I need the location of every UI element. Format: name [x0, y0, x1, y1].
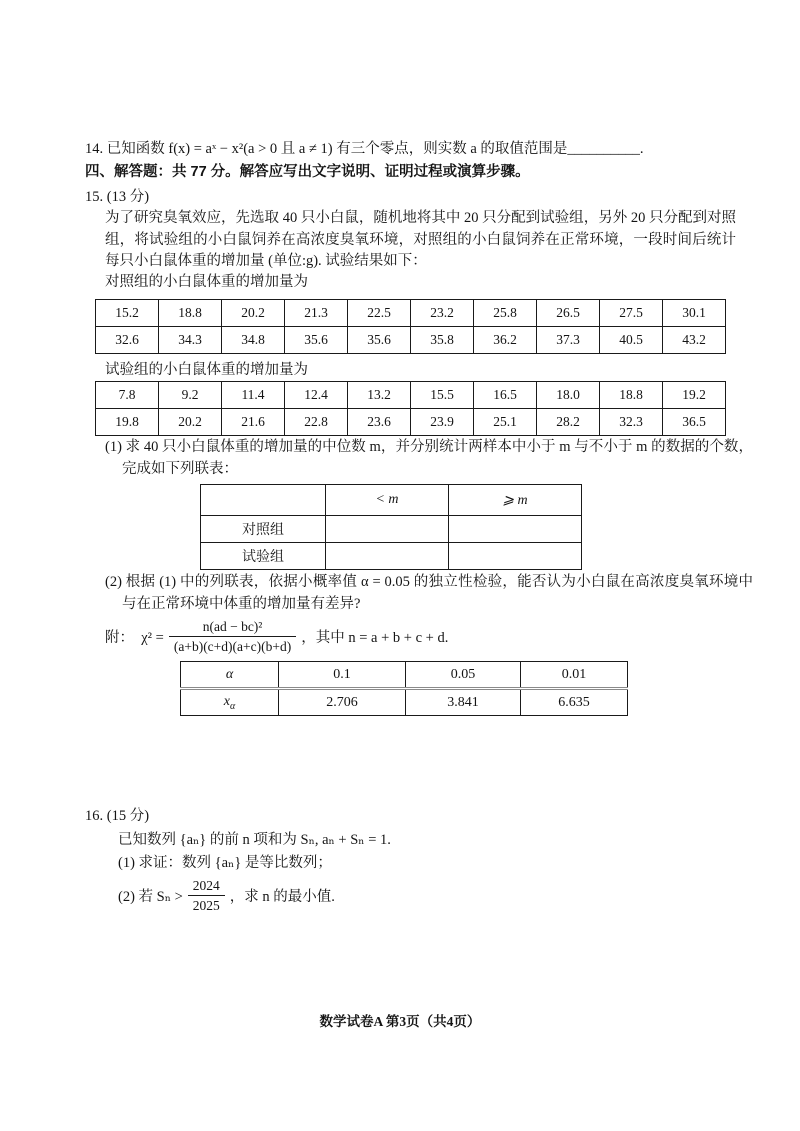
table-cell: 32.3: [600, 409, 663, 436]
table-cell: 9.2: [159, 382, 222, 409]
table-cell-empty: [449, 543, 582, 570]
table-cell: 19.8: [96, 409, 159, 436]
test-group-label: 试验组的小白鼠体重的增加量为: [105, 362, 308, 378]
table-cell-empty: [201, 485, 326, 516]
table-cell: 21.6: [222, 409, 285, 436]
table-row: [96, 327, 726, 354]
table-row: [181, 662, 628, 689]
table-row: [96, 300, 726, 327]
table-cell: 26.5: [537, 300, 600, 327]
test-group-table: [95, 381, 726, 436]
table-cell: 28.2: [537, 409, 600, 436]
table-cell: 18.8: [159, 300, 222, 327]
table-cell: 40.5: [600, 327, 663, 354]
table-cell: 23.9: [411, 409, 474, 436]
question-15-intro: 为了研究臭氧效应，先选取 40 只小白鼠，随机地将其中 20 只分配到试验组，另外 20 只分配到对照组，将试验组的小白鼠饲养在高浓度臭氧环境，对照组的小白鼠饲养在正常环境，一段时间后统计每只小白鼠体重的增加量 (单位:g). 试验结果如下：: [105, 210, 736, 269]
table-cell: 21.3: [285, 300, 348, 327]
table-cell: 22.5: [348, 300, 411, 327]
question-16-intro: 已知数列 {aₙ} 的前 n 项和为 Sₙ, aₙ + Sₙ = 1.: [118, 832, 391, 848]
question-15-part2: (2) 根据 (1) 中的列联表，依据小概率值 α = 0.05 的独立性检验，能否认为小白鼠在高浓度臭氧环境中与在正常环境中体重的增加量有差异?: [105, 574, 753, 612]
table-row: [201, 543, 582, 570]
table-cell: 16.5: [474, 382, 537, 409]
table-cell: 20.2: [159, 409, 222, 436]
table-cell: 0.05: [406, 662, 521, 689]
stat-subscript: α: [229, 700, 236, 712]
table-cell: 43.2: [663, 327, 726, 354]
table-cell: 7.8: [96, 382, 159, 409]
formula-fraction: [169, 618, 296, 655]
question-16-number: 16. (15 分): [85, 808, 150, 824]
fraction-numerator: 2024: [188, 877, 225, 896]
table-cell: 11.4: [222, 382, 285, 409]
table-cell: 37.3: [537, 327, 600, 354]
fraction-denominator: 2025: [192, 897, 220, 913]
contingency-table: [200, 484, 582, 570]
table-cell-empty: [326, 543, 449, 570]
page-footer: 数学试卷A 第3页（共4页）: [319, 1014, 481, 1029]
table-cell: 36.2: [474, 327, 537, 354]
table-cell: 15.5: [411, 382, 474, 409]
table-cell: ⩾ m: [449, 485, 582, 516]
table-cell: < m: [326, 485, 449, 516]
question-15-part1: (1) 求 40 只小白鼠体重的增加量的中位数 m，并分别统计两样本中小于 m 与不小于 m 的数据的个数，完成如下列联表：: [105, 439, 753, 477]
table-cell-empty: [449, 516, 582, 543]
question-16-part1: (1) 求证：数列 {aₙ} 是等比数列；: [118, 855, 332, 871]
table-cell: 25.1: [474, 409, 537, 436]
table-cell: 12.4: [285, 382, 348, 409]
question-14-text: 14. 已知函数 f(x) = aˣ − x²(a > 0 且 a ≠ 1) 有三个零点，则实数 a 的取值范围是__________.: [85, 141, 644, 157]
table-cell: 15.2: [96, 300, 159, 327]
table-cell: 3.841: [406, 689, 521, 716]
table-cell-stat-label: [181, 689, 279, 716]
table-cell: 18.8: [600, 382, 663, 409]
table-row: [96, 382, 726, 409]
formula-suffix: ，其中 n = a + b + c + d.: [301, 629, 449, 646]
table-cell: 23.2: [411, 300, 474, 327]
table-cell: 0.1: [279, 662, 406, 689]
fraction-denominator: (a+b)(c+d)(a+c)(b+d): [173, 638, 292, 654]
table-cell: 19.2: [663, 382, 726, 409]
table-cell: 18.0: [537, 382, 600, 409]
table-cell: 30.1: [663, 300, 726, 327]
fraction-numerator: n(ad − bc)²: [169, 618, 296, 637]
stat-base: x: [223, 693, 230, 709]
table-cell: 0.01: [521, 662, 628, 689]
table-cell: 13.2: [348, 382, 411, 409]
table-cell: 对照组: [201, 516, 326, 543]
chi-square-formula: [105, 612, 448, 660]
table-row: [96, 409, 726, 436]
table-cell: 试验组: [201, 543, 326, 570]
table-cell: 22.8: [285, 409, 348, 436]
table-cell: 27.5: [600, 300, 663, 327]
table-cell: α: [181, 662, 279, 689]
table-cell: 6.635: [521, 689, 628, 716]
table-cell: 35.8: [411, 327, 474, 354]
table-row: [201, 516, 582, 543]
table-cell: 36.5: [663, 409, 726, 436]
control-group-label: 对照组的小白鼠体重的增加量为: [105, 274, 308, 290]
table-cell: 20.2: [222, 300, 285, 327]
part2-prefix: (2) 若 Sₙ >: [118, 888, 183, 905]
part2-suffix: ，求 n 的最小值.: [229, 888, 335, 905]
table-cell: 34.3: [159, 327, 222, 354]
table-row: [201, 485, 582, 516]
control-group-table: [95, 299, 726, 354]
section-4-header: 四、解答题：共 77 分。解答应写出文字说明、证明过程或演算步骤。: [85, 164, 530, 180]
table-row: [181, 689, 628, 716]
critical-value-table: [180, 661, 628, 716]
table-cell: 35.6: [285, 327, 348, 354]
question-16-part2: [118, 872, 335, 918]
table-cell: 2.706: [279, 689, 406, 716]
table-cell: 35.6: [348, 327, 411, 354]
table-cell-empty: [326, 516, 449, 543]
table-cell: 32.6: [96, 327, 159, 354]
part2-fraction: [188, 877, 225, 914]
question-15-number: 15. (13 分): [85, 189, 150, 205]
formula-prefix: 附： χ² =: [105, 629, 164, 646]
table-cell: 25.8: [474, 300, 537, 327]
table-cell: 23.6: [348, 409, 411, 436]
table-cell: 34.8: [222, 327, 285, 354]
